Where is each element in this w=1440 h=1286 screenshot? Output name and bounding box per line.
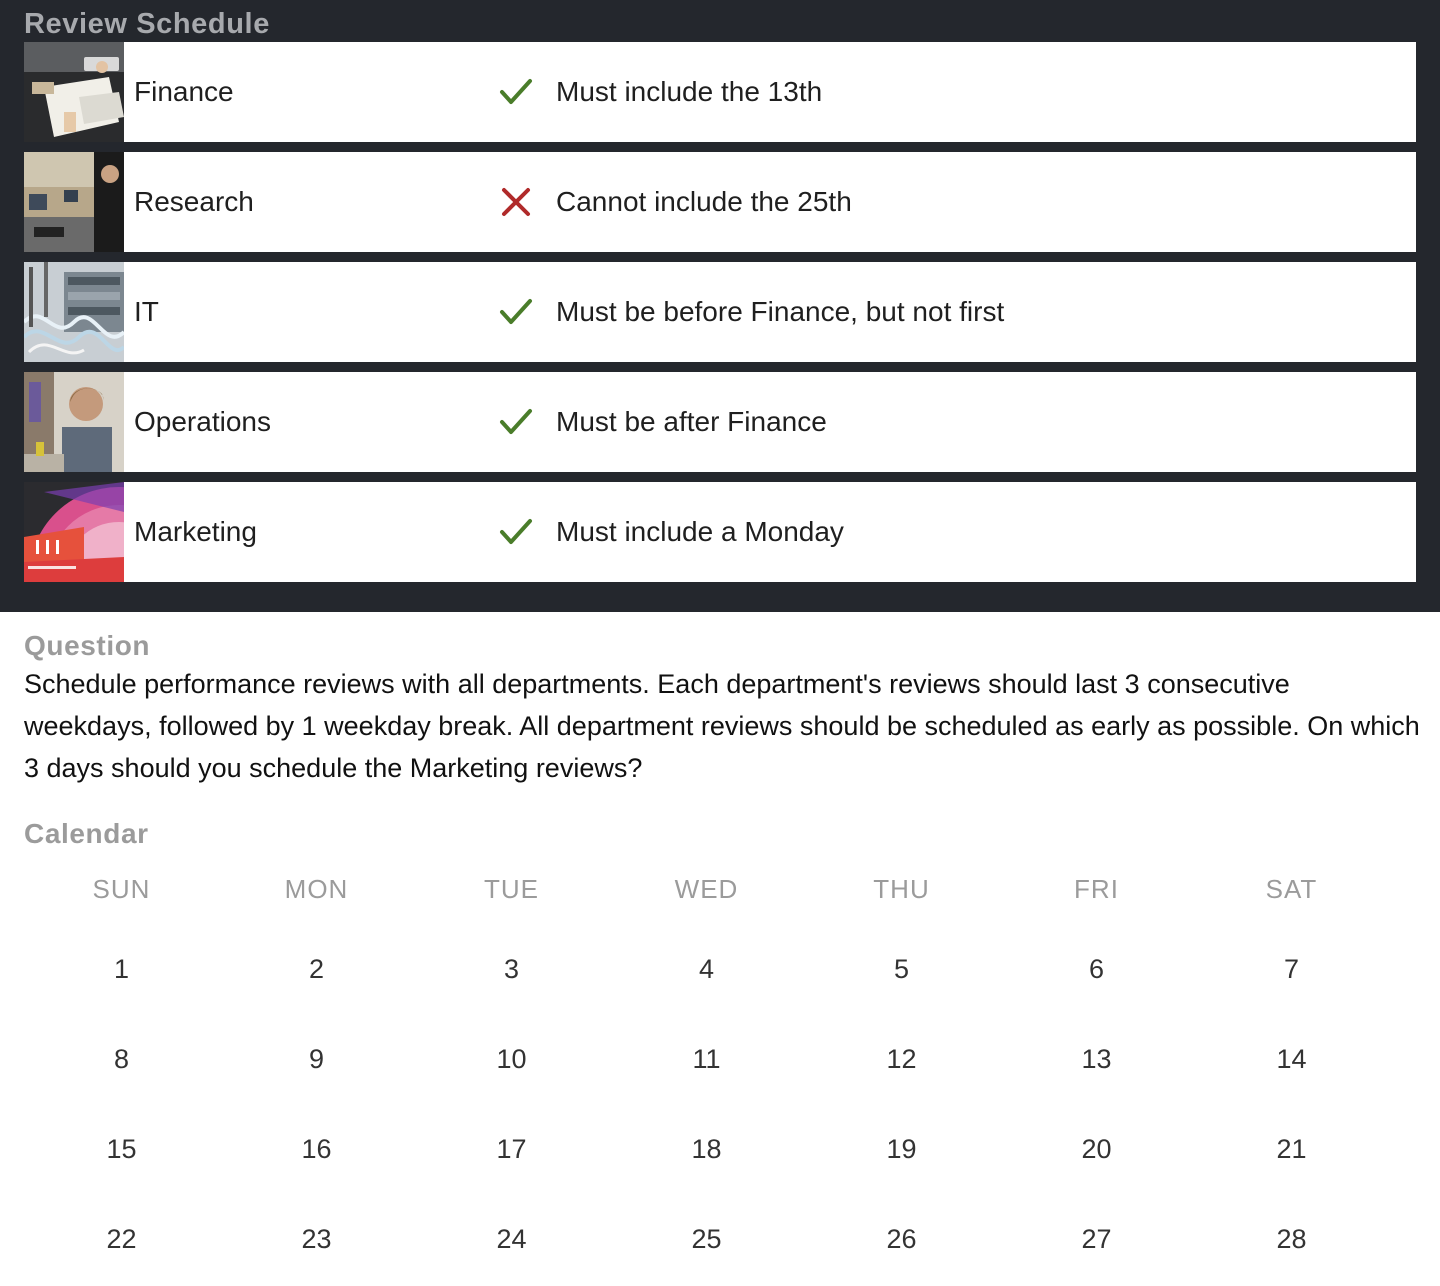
calendar-day[interactable]: 4 <box>698 954 715 984</box>
department-row-research <box>24 152 1416 252</box>
marketing-photo <box>24 482 124 582</box>
weekday-header: MON <box>284 874 349 904</box>
calendar-day[interactable]: 8 <box>113 1044 130 1074</box>
calendar-day[interactable]: 6 <box>1088 954 1105 984</box>
department-row-marketing <box>24 482 1416 582</box>
department-name: Marketing <box>134 516 257 547</box>
weekday-header: THU <box>873 874 930 904</box>
weekday-header: TUE <box>484 874 539 904</box>
department-rule: Must include a Monday <box>556 516 844 547</box>
calendar-title: Calendar <box>24 818 149 849</box>
calendar-day[interactable]: 27 <box>1081 1224 1112 1254</box>
calendar-day[interactable]: 16 <box>301 1134 332 1164</box>
weekday-header: WED <box>674 874 739 904</box>
department-name: Operations <box>134 406 271 437</box>
department-row-it <box>24 262 1416 362</box>
calendar-day[interactable]: 9 <box>308 1044 325 1074</box>
calendar-day[interactable]: 11 <box>692 1044 721 1074</box>
calendar-day[interactable]: 13 <box>1081 1044 1112 1074</box>
department-row-finance <box>24 42 1416 142</box>
calendar-day[interactable]: 17 <box>496 1134 527 1164</box>
department-rule: Must be after Finance <box>556 406 827 437</box>
calendar-day[interactable]: 1 <box>113 954 130 984</box>
calendar-day[interactable]: 19 <box>886 1134 917 1164</box>
operations-photo <box>24 372 124 472</box>
check-icon <box>498 294 534 330</box>
cross-icon <box>498 184 534 220</box>
calendar-day[interactable]: 24 <box>496 1224 527 1254</box>
department-name: Finance <box>134 76 234 107</box>
weekday-header: SAT <box>1265 874 1318 904</box>
weekday-header: SUN <box>92 874 151 904</box>
calendar-day[interactable]: 18 <box>691 1134 722 1164</box>
department-name: IT <box>134 296 159 327</box>
department-rule: Must be before Finance, but not first <box>556 296 1005 327</box>
calendar-day[interactable]: 25 <box>691 1224 722 1254</box>
check-icon <box>498 404 534 440</box>
calendar-day[interactable]: 7 <box>1283 954 1300 984</box>
question-text: Schedule performance reviews with all departments. Each department's reviews should last 3 consecutive weekdays, followed by 1 weekday break. All department reviews should be scheduled as early as possible. On which 3 days should you schedule the Marketing reviews? <box>24 669 1420 783</box>
calendar-day[interactable]: 10 <box>496 1044 527 1074</box>
calendar-day[interactable]: 20 <box>1081 1134 1112 1164</box>
calendar-day[interactable]: 26 <box>886 1224 917 1254</box>
it-photo <box>24 262 124 362</box>
review-schedule-title: Review Schedule <box>24 8 270 40</box>
check-icon <box>498 74 534 110</box>
calendar-day[interactable]: 2 <box>308 954 325 984</box>
review-schedule-panel <box>0 0 1440 612</box>
calendar-day[interactable]: 3 <box>503 954 520 984</box>
weekday-header: FRI <box>1074 874 1119 904</box>
department-rule: Cannot include the 25th <box>556 186 852 217</box>
research-photo <box>24 152 124 252</box>
department-row-operations <box>24 372 1416 472</box>
calendar-day[interactable]: 14 <box>1276 1044 1307 1074</box>
calendar-day[interactable]: 22 <box>106 1224 137 1254</box>
calendar-day[interactable]: 15 <box>106 1134 137 1164</box>
question-title: Question <box>24 630 151 661</box>
calendar-day[interactable]: 5 <box>893 954 910 984</box>
calendar-day[interactable]: 23 <box>301 1224 332 1254</box>
calendar-day[interactable]: 28 <box>1276 1224 1307 1254</box>
department-rule: Must include the 13th <box>556 76 823 107</box>
department-name: Research <box>134 186 254 217</box>
calendar-day[interactable]: 12 <box>886 1044 917 1074</box>
finance-photo <box>24 42 124 142</box>
calendar-day[interactable]: 21 <box>1276 1134 1307 1164</box>
check-icon <box>498 514 534 550</box>
